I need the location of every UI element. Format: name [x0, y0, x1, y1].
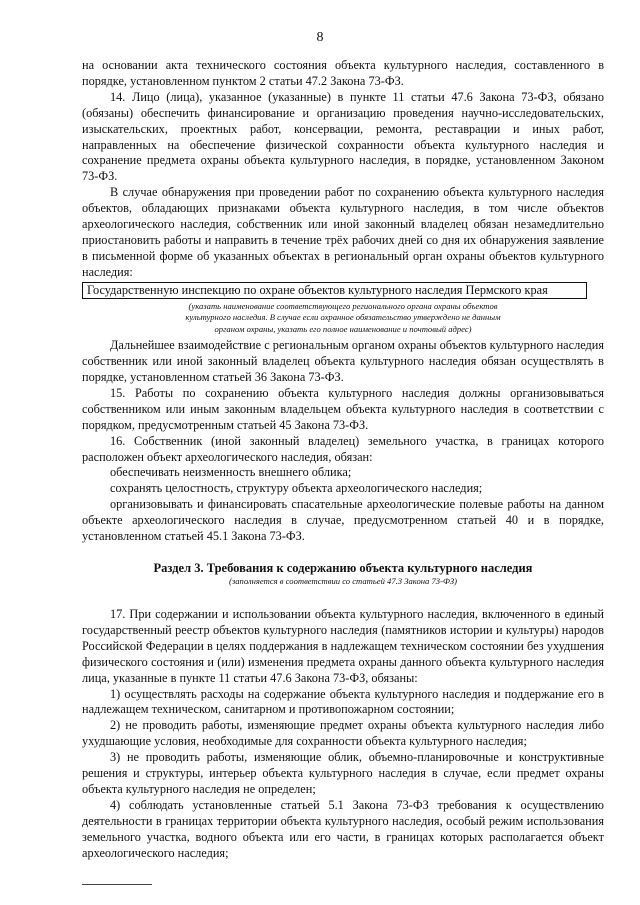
requirement-item-3: 3) не проводить работы, изменяющие облик, объемно-планировочные и конструктивные решения и структуры, интерьер объекта культурного наследия в случае, если предмет охраны объекта культурного наследия не определен;: [82, 750, 604, 796]
paragraph-17: 17. При содержании и использовании объекта культурного наследия, включенного в единый государственный реестр объектов культурного наследия (памятников истории и культуры) народов Российской Федерации в целях поддержания в надлежащем техническом состоянии без ухудшения физического состояния и (или) изменения предмета охраны данного объекта культурного наследия лица, указанные в пункте 11 статьи 47.6 Закона 73-ФЗ, обязаны:: [82, 606, 604, 685]
regional-authority-hint: [82, 301, 604, 336]
paragraph-discovery: В случае обнаружения при проведении работ по сохранению объекта культурного наследия объектов, обладающих признаками объекта культурного наследия, в том числе объектов археологического наследия, собственник или иной законный владелец обязан незамедлительно приостановить работы и направить в течение трёх рабочих дней со дня их обнаружения заявление в письменной форме об указанных объектах в региональный орган охраны объектов культурного наследия:: [82, 185, 604, 279]
paragraph-14: 14. Лицо (лица), указанное (указанные) в пункте 11 статьи 47.6 Закона 73-ФЗ, обязано (обязаны) обеспечить финансирование и организацию проведения научно-исследовательских, изыскательских, проектных работ, консервации, ремонта, реставрации и иных работ, направленных на обеспечение физической сохранности объекта культурного наследия и сохранение предмета охраны объекта культурного наследия, в порядке, установленном Законом 73-ФЗ.: [82, 89, 604, 184]
paragraph-interaction: Дальнейшее взаимодействие с региональным органом охраны объектов культурного наследия собственник или иной законный владелец объекта культурного наследия обязан осуществлять в порядке, установленном статьей 36 Закона 73-ФЗ.: [82, 338, 604, 384]
obligation-item: сохранять целостность, структуру объекта археологического наследия;: [110, 481, 483, 496]
paragraph-15: 15. Работы по сохранению объекта культурного наследия должны организовываться собственником или иным законным владельцем объекта культурного наследия в соответствии с порядком, предусмотренным статьей 45 Закона 73-ФЗ.: [82, 385, 604, 432]
hint-line: (указать наименование соответствующего регионального органа охраны объектов: [188, 300, 498, 311]
requirement-item-4: 4) соблюдать установленные статьей 5.1 Закона 73-ФЗ требования к осуществлению деятельности в границах территории объекта культурного наследия, особый режим использования земельного участка, водного объекта или его части, в границах которых располагается объект археологического наследия;: [82, 797, 604, 860]
hint-line: культурного наследия. В случае если охранное обязательство утверждено не данным: [185, 312, 501, 323]
section-3-title: Раздел 3. Требования к содержанию объекта культурного наследия: [153, 560, 533, 575]
page-number: 8: [316, 30, 324, 45]
obligation-item: организовывать и финансировать спасательные археологические полевые работы на данном объекте археологического наследия в случае, предусмотренном статьей 40 и в порядке, установленном статьей 45.1 Закона 73-ФЗ.: [82, 497, 604, 544]
paragraph-16: 16. Собственник (иной законный владелец) земельного участка, в границах которого расположен объект археологического наследия, обязан:: [82, 433, 604, 464]
hint-line: органом охраны, указать его полное наименование и почтовый адрес): [214, 323, 472, 334]
requirement-item-2: 2) не проводить работы, изменяющие предмет охраны объекта культурного наследия либо ухудшающие условия, необходимые для сохранности объекта культурного наследия;: [82, 718, 604, 749]
document-body: [82, 58, 604, 861]
paragraph-continuation: на основании акта технического состояния объекта культурного наследия, составленного в порядке, установленном пунктом 2 статьи 47.2 Закона 73-ФЗ.: [82, 58, 604, 88]
footnote-divider: [82, 884, 152, 885]
requirement-item-1: 1) осуществлять расходы на содержание объекта культурного наследия и поддержание его в надлежащем техническом, санитарном и противопожарном состоянии;: [82, 686, 604, 717]
obligation-item: обеспечивать неизменность внешнего облика;: [110, 465, 352, 480]
section-3-subtitle: (заполняется в соответствии со статьей 47.3 Закона 73-ФЗ): [229, 575, 457, 586]
regional-authority-field: Государственную инспекцию по охране объектов культурного наследия Пермского края: [82, 282, 587, 299]
